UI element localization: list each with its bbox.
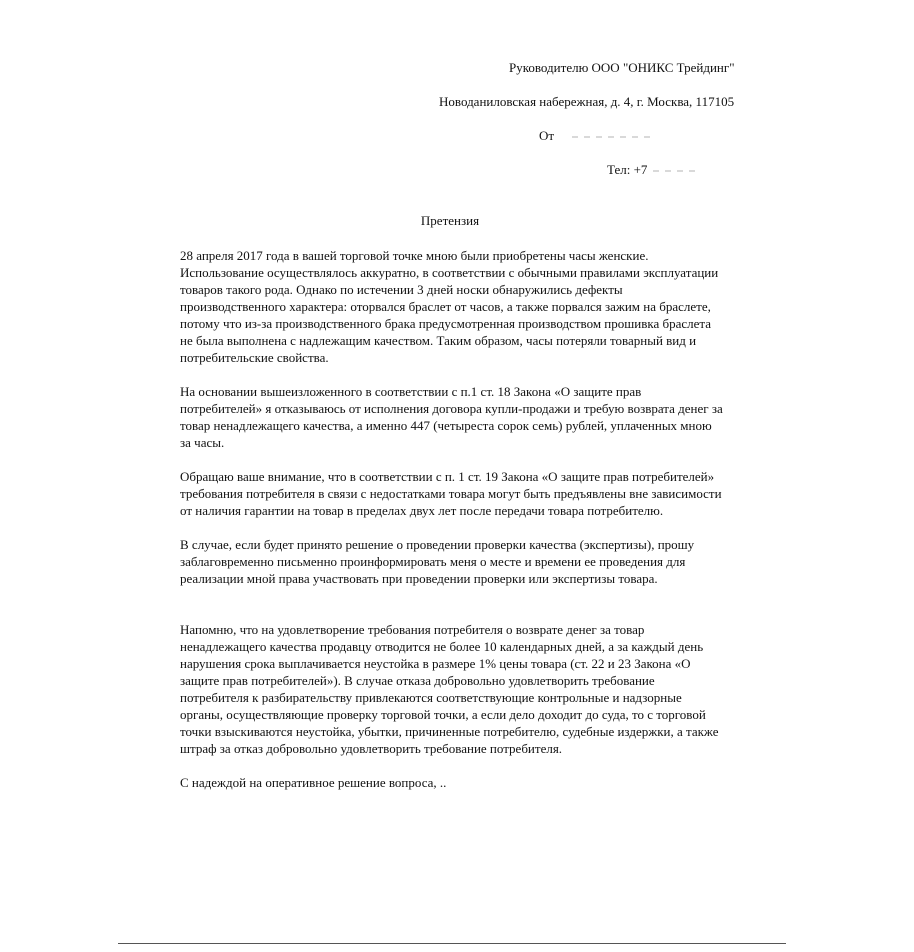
phone-line bbox=[607, 162, 697, 178]
paragraph-expertise: В случае, если будет принято решение о проведении проверки качества (экспертизы), прошу заблаговременно письменно проинформировать меня о месте и времени ее проведения для реализации мной права участвовать при проведении проверки или экспертизы товара. bbox=[180, 537, 695, 586]
redacted-phone-number bbox=[653, 170, 697, 172]
redacted-sender-name bbox=[572, 136, 652, 138]
recipient-address: Новоданиловская набережная, д. 4, г. Москва, 117105 bbox=[439, 94, 735, 109]
paragraph-warranty-notice: Обращаю ваше внимание, что в соответствии с п. 1 ст. 19 Закона «О защите прав потребителей» требования потребителя в связи с недостатками товара могут быть предъявлены вне зависимости от наличия гарантии на товар в пределах двух лет после передачи товара потребителю. bbox=[180, 469, 722, 518]
letter-body bbox=[180, 247, 725, 791]
page-bottom-divider bbox=[118, 943, 786, 944]
closing-line: С надеждой на оперативное решение вопроса, .. bbox=[180, 775, 447, 790]
recipient-line: Руководителю ООО "ОНИКС Трейдинг" bbox=[509, 60, 735, 75]
paragraph-refund-demand: На основании вышеизложенного в соответствии с п.1 ст. 18 Закона «О защите прав потребителей» я отказываюсь от исполнения договора купли-продажи и требую возврата денег за товар ненадлежащего качества, а именно 447 (четыреста сорок семь) рублей, уплаченных мною за часы. bbox=[180, 384, 723, 450]
sender-line bbox=[539, 128, 652, 144]
document-title: Претензия bbox=[420, 213, 480, 228]
paragraph-purchase: 28 апреля 2017 года в вашей торговой точке мною были приобретены часы женские. Использование осуществлялось аккуратно, в соответствии с обычными правилами эксплуатации товаров такого рода. Однако по истечении 3 дней носки обнаружились дефекты производственного характера: оторвался браслет от часов, а также порвался зажим на браслете, потому что из-за производственного брака предусмотренная производством прошивка браслета не была выполнена с надлежащим качеством. Таким образом, часы потеряли товарный вид и потребительские свойства. bbox=[180, 248, 719, 365]
paragraph-deadline-reminder: Напомню, что на удовлетворение требования потребителя о возврате денег за товар ненадлежащего качества продавцу отводится не более 10 календарных дней, а за каждый день нарушения срока выплачивается неустойка в размере 1% цены товара (ст. 22 и 23 Закона «О защите прав потребителей»). В случае отказа добровольно удовлетворить требование потребителя к разбирательству привлекаются соответствующие контрольные и надзорные органы, осуществляющие проверку торговой точки, а если дело доходит до суда, то с торговой точки взыскиваются неустойка, убытки, причиненные потребителю, судебные издержки, а также штраф за отказ добровольно удовлетворить требование потребителя. bbox=[180, 622, 719, 756]
sender-label: От bbox=[539, 128, 555, 143]
phone-label: Тел: +7 bbox=[607, 162, 648, 177]
